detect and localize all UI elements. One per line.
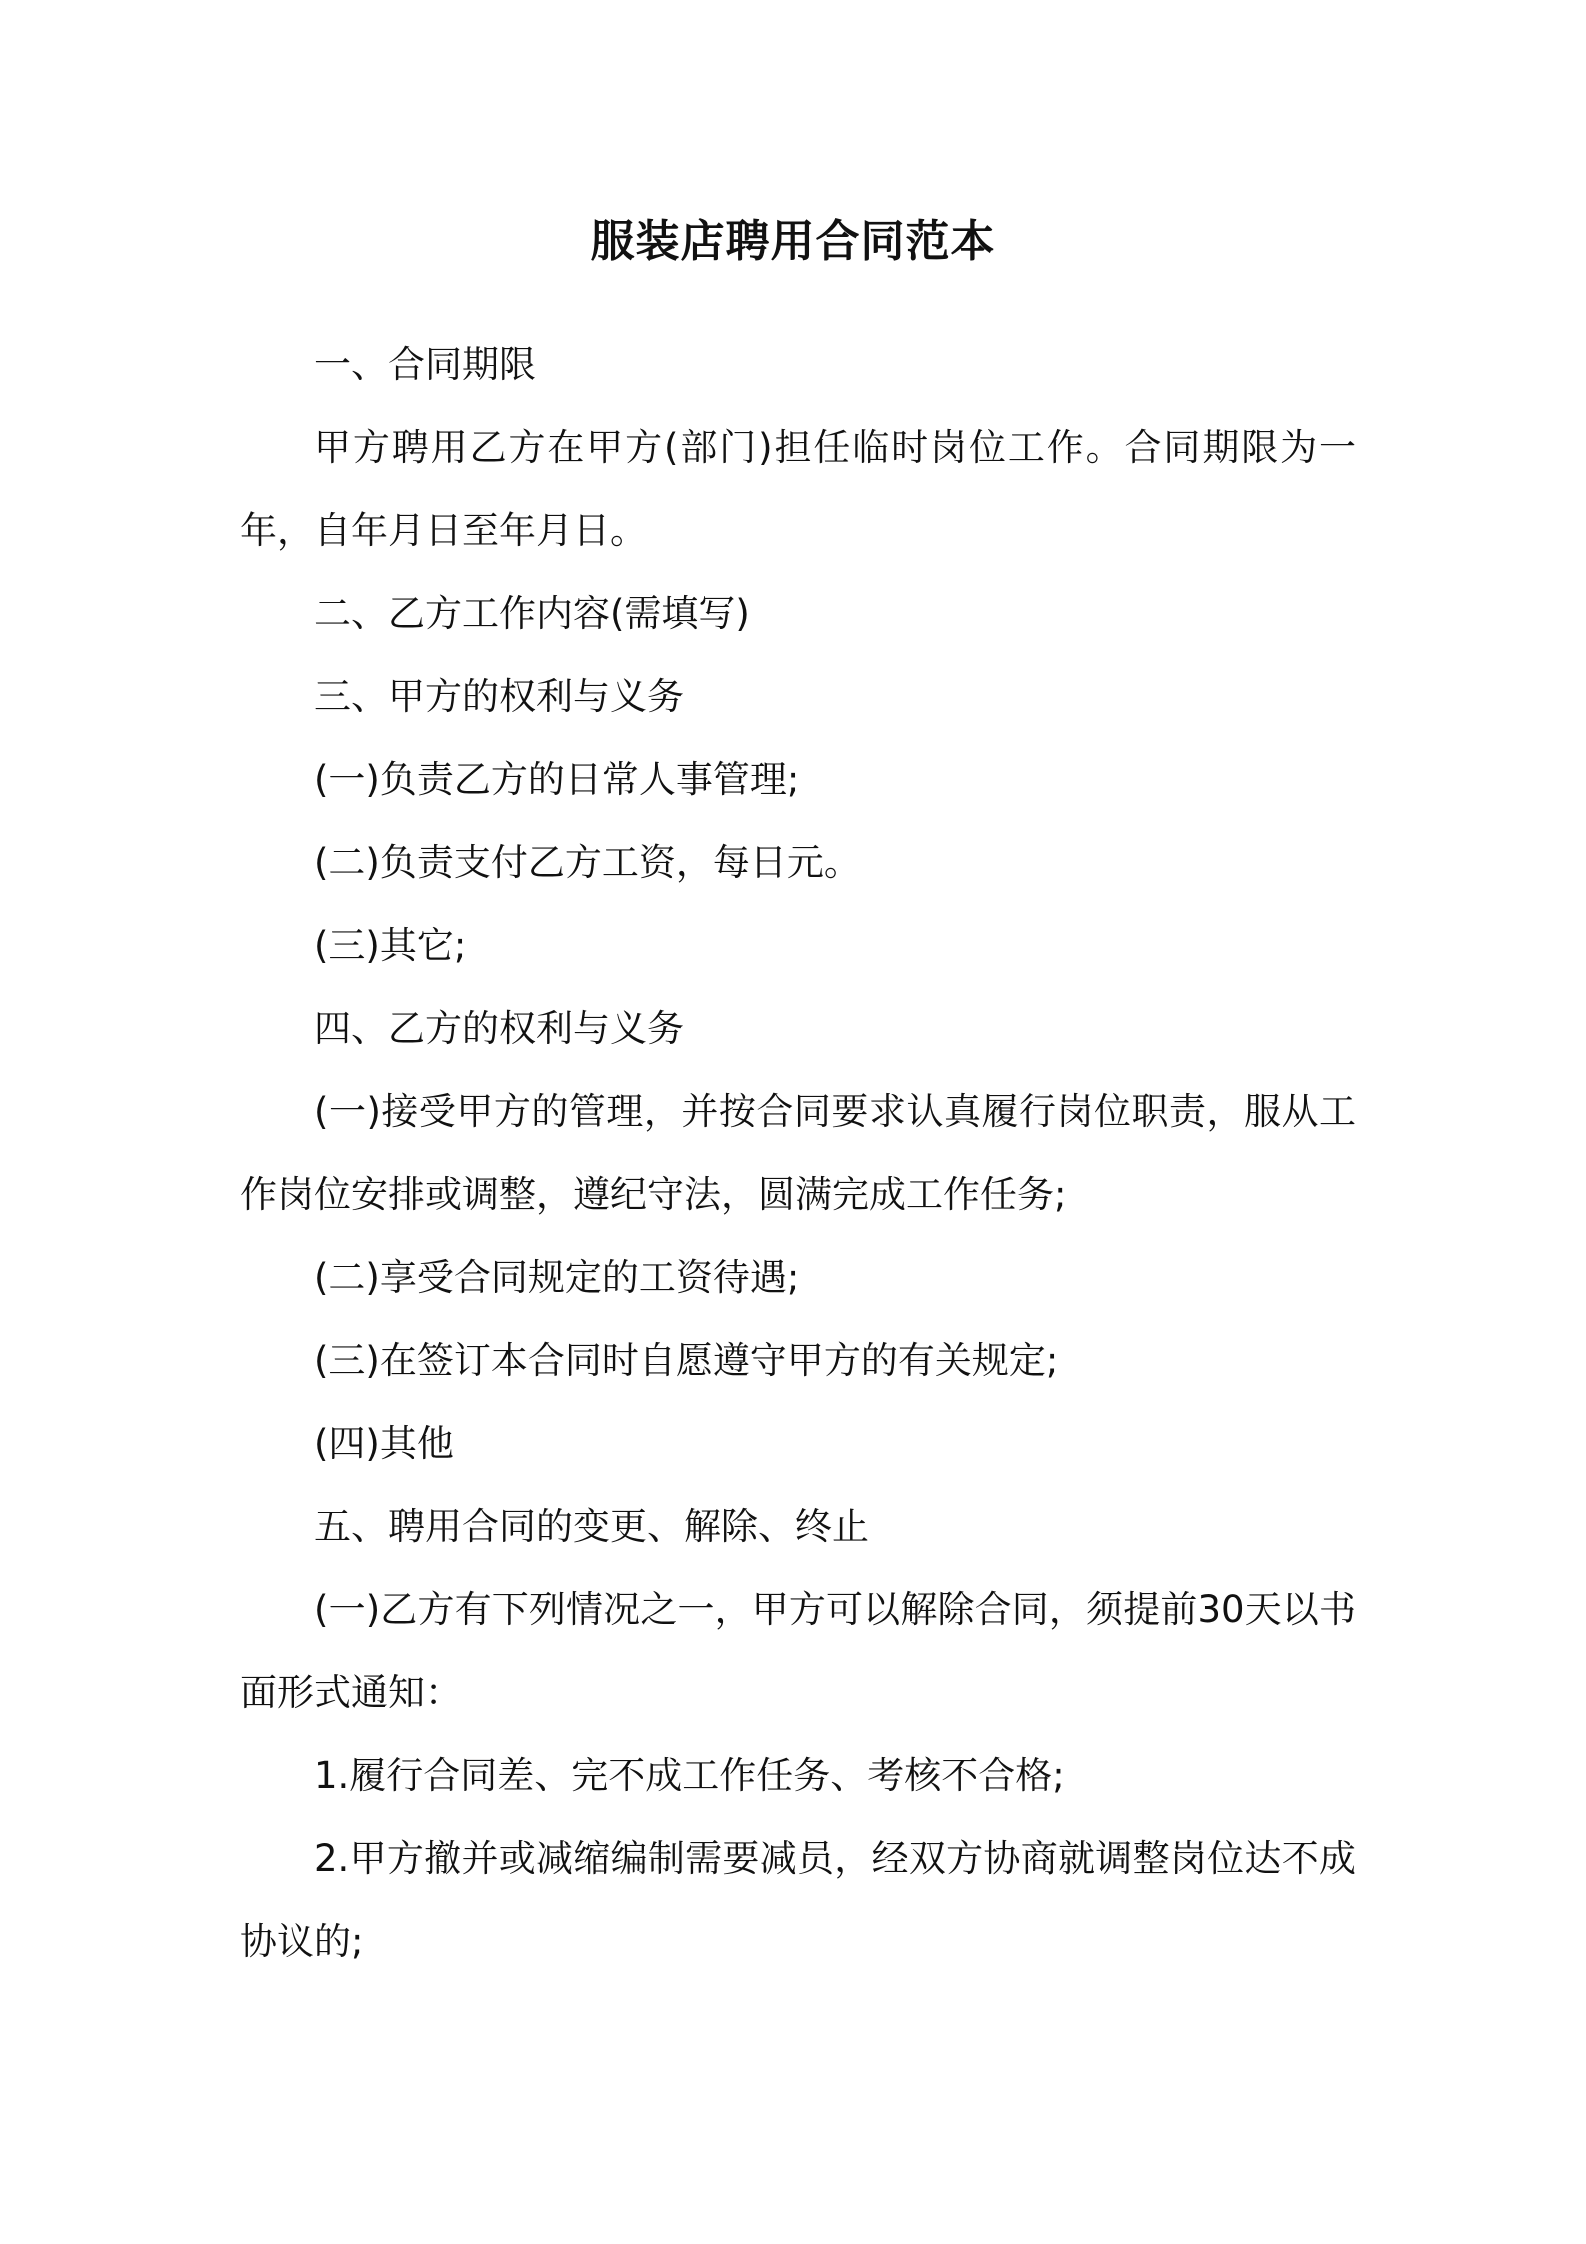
list-item: (二)享受合同规定的工资待遇; bbox=[314, 1256, 800, 1299]
list-item: (二)负责支付乙方工资，每日元。 bbox=[314, 841, 861, 884]
list-item: 1.履行合同差、完不成工作任务、考核不合格; bbox=[314, 1754, 1065, 1797]
section-heading: 一、合同期限 bbox=[314, 343, 536, 386]
list-item: (四)其他 bbox=[314, 1422, 454, 1465]
list-item: (一)乙方有下列情况之一，甲方可以解除合同，须提前30天以书面形式通知： bbox=[240, 1588, 1356, 1714]
list-item: (三)在签订本合同时自愿遵守甲方的有关规定; bbox=[314, 1339, 1059, 1382]
list-item: (三)其它; bbox=[314, 924, 467, 967]
section-heading: 五、聘用合同的变更、解除、终止 bbox=[314, 1505, 869, 1548]
section-heading: 四、乙方的权利与义务 bbox=[314, 1007, 684, 1050]
list-item: (一)接受甲方的管理，并按合同要求认真履行岗位职责，服从工作岗位安排或调整，遵纪守法，圆满完成工作任务; bbox=[240, 1090, 1356, 1216]
document-title: 服装店聘用合同范本 bbox=[590, 216, 996, 267]
document-body bbox=[240, 323, 1356, 1983]
list-item: 2.甲方撤并或减缩编制需要减员，经双方协商就调整岗位达不成协议的; bbox=[240, 1837, 1356, 1963]
paragraph: 甲方聘用乙方在甲方(部门)担任临时岗位工作。合同期限为一年，自年月日至年月日。 bbox=[240, 426, 1356, 552]
section-heading: 二、乙方工作内容(需填写) bbox=[314, 592, 750, 635]
list-item: (一)负责乙方的日常人事管理; bbox=[314, 758, 800, 801]
section-heading: 三、甲方的权利与义务 bbox=[314, 675, 684, 718]
